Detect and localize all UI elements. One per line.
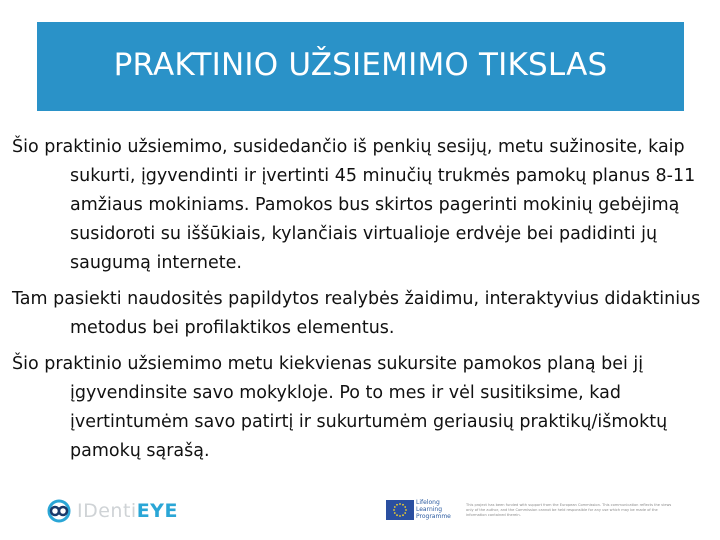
paragraph-3: Šio praktinio užsiemimo metu kiekvienas sukursite pamokos planą bei jį įgyvendinsite savo mokykloje. Po to mes ir vėl susitiksime, kad įvertintumėm savo patirtį ir sukurtumėm geriausių praktikų/išmoktų pamokų sąrašą.	[12, 354, 668, 461]
program-line-1: Lifelong	[416, 499, 440, 506]
title-bar	[37, 22, 684, 111]
eu-flag-icon	[386, 500, 414, 520]
logo-text: IDenti	[77, 500, 137, 522]
footer	[0, 495, 720, 529]
logo-accent: EYE	[136, 500, 178, 522]
eye-logo-icon	[45, 499, 73, 523]
eu-disclaimer: This project has been funded with support from the European Commission. This communication reflects the views only of the author, and the Commission cannot be held responsible for any use which may be made of the information contained therein.	[466, 503, 672, 517]
paragraph-2: Tam pasiekti naudositės papildytos realybės žaidimu, interaktyvius didaktinius metodus bei profilaktikos elementus.	[12, 289, 701, 338]
identieye-logo	[45, 497, 178, 525]
program-line-2: Learning	[416, 506, 443, 513]
slide-title: PRAKTINIO UŽSIEMIMO TIKSLAS	[113, 47, 608, 83]
program-line-3: Programme	[416, 513, 451, 520]
lifelong-learning-programme	[416, 499, 451, 520]
paragraph-1: Šio praktinio užsiemimo, susidedančio iš penkių sesijų, metu sužinosite, kaip sukurti, įgyvendinti ir įvertinti 45 minučių trukmės pamokų planus 8-11 amžiaus mokiniams. Pamokos bus skirtos pagerinti mokinių gebėjimą susidoroti su iššūkiais, kylančiais virtualioje erdvėje bei padidinti jų saugumą internete.	[12, 137, 696, 273]
slide-body	[12, 133, 712, 473]
